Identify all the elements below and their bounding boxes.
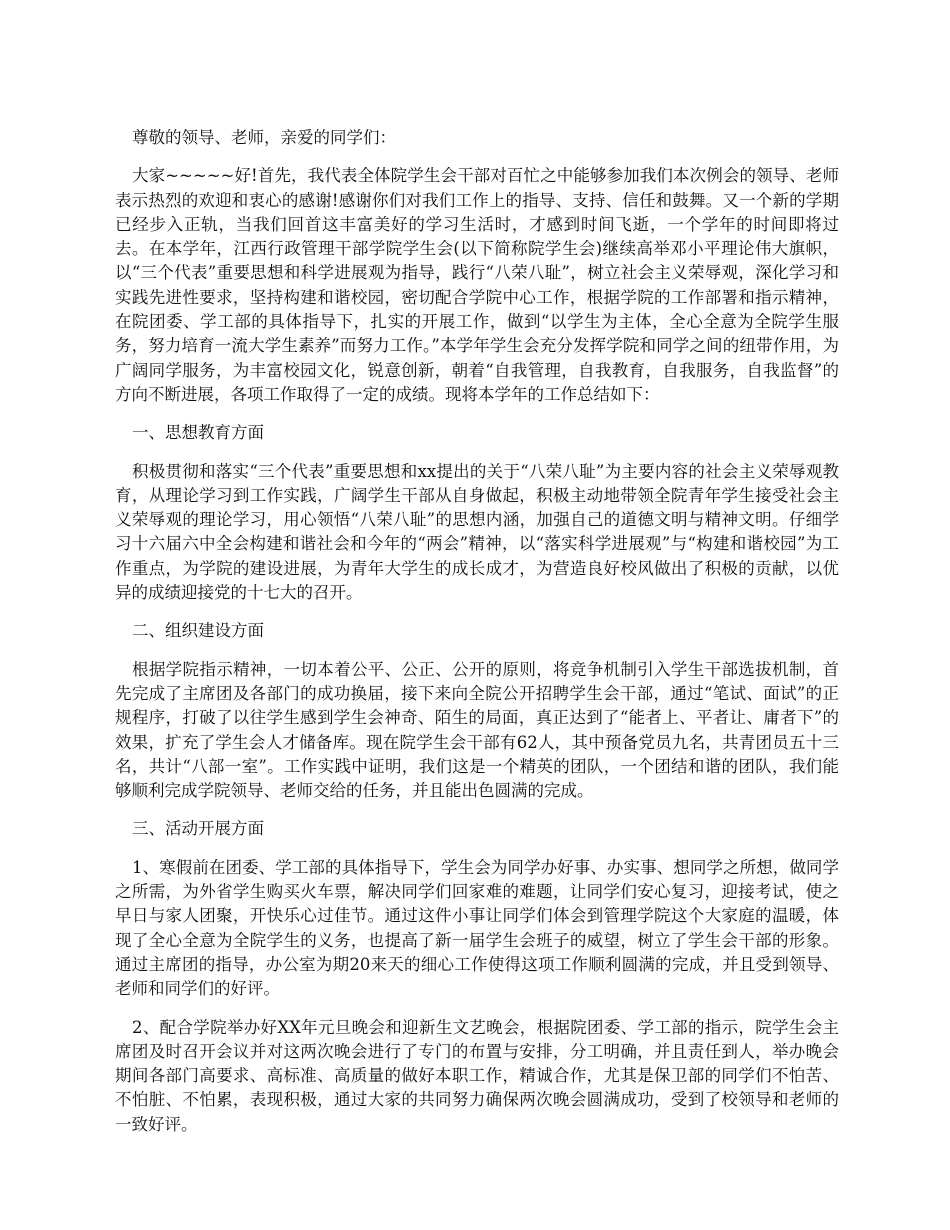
section-paragraph-organization: 根据学院指示精神，一切本着公平、公正、公开的原则，将竞争机制引入学生干部选拔机制，首先完成了主席团及各部门的成功换届，接下来向全院公开招聘学生会干部，通过“笔试、面试”的正规程序，打破了以往学生感到学生会神奇、陌生的局面，真正达到了“能者上、平者让、庸者下”的效果，扩充了学生会人才储备库。现在院学生会干部有62人，其中预备党员九名，共青团员五十三名，共计“八部一室”。工作实践中证明，我们这是一个精英的团队，一个团结和谐的团队，我们能够顺利完成学院领导、老师交给的任务，并且能出色圆满的完成。 xyxy=(115,659,839,801)
section-heading-ideology: 一、思想教育方面 xyxy=(132,423,264,443)
intro-paragraph: 大家~~~~~好!首先，我代表全体院学生会干部对百忙之中能够参加我们本次例会的领导、老师表示热烈的欢迎和衷心的感谢!感谢你们对我们工作上的指导、支持、信任和鼓舞。又一个新的学期已经步入正轨，当我们回首这丰富美好的学习生活时，才感到时间飞逝，一个学年的时间即将过去。在本学年，江西行政管理干部学院学生会(以下简称院学生会)继续高举邓小平理论伟大旗帜，以“三个代表”重要思想和科学进展观为指导，践行“八荣八耻”，树立社会主义荣辱观，深化学习和实践先进性要求，坚持构建和谐校园，密切配合学院中心工作，根据学院的工作部署和指示精神，在院团委、学工部的具体指导下，扎实的开展工作，做到“以学生为主体，全心全意为全院学生服务，努力培育一流大学生素养”而努力工作。”本学年学生会充分发挥学院和同学之间的纽带作用，为广阔同学服务，为丰富校园文化，锐意创新，朝着“自我管理，自我教育，自我服务，自我监督”的方向不断进展，各项工作取得了一定的成绩。现将本学年的工作总结如下： xyxy=(115,166,839,404)
section-heading-organization: 二、组织建设方面 xyxy=(132,621,264,641)
document-page xyxy=(115,126,839,1151)
activity-item-2: 2、配合学院举办好XX年元旦晚会和迎新生文艺晚会，根据院团委、学工部的指示，院学生会主席团及时召开会议并对这两次晚会进行了专门的布置与安排，分工明确，并且责任到人，举办晚会期间各部门高要求、高标准、高质量的做好本职工作，精诚合作，尤其是保卫部的同学们不怕苦、不怕脏、不怕累，表现积极，通过大家的共同努力确保两次晚会圆满成功，受到了校领导和老师的一致好评。 xyxy=(115,1017,839,1134)
activity-item-1: 1、寒假前在团委、学工部的具体指导下，学生会为同学办好事、办实事、想同学之所想，做同学之所需，为外省学生购买火车票，解决同学们回家难的难题，让同学们安心复习，迎接考试，使之早日与家人团聚，开快乐心过佳节。通过这件小事让同学们体会到管理学院这个大家庭的温暖，体现了全心全意为全院学生的义务，也提高了新一届学生会班子的威望，树立了学生会干部的形象。通过主席团的指导，办公室为期20来天的细心工作使得这项工作顺利圆满的完成，并且受到领导、老师和同学们的好评。 xyxy=(115,857,839,999)
greeting-line: 尊敬的领导、老师，亲爱的同学们： xyxy=(132,128,396,147)
section-heading-activities: 三、活动开展方面 xyxy=(132,819,264,839)
section-paragraph-ideology: 积极贯彻和落实“三个代表”重要思想和xx提出的关于“八荣八耻”为主要内容的社会主义荣辱观教育，从理论学习到工作实践，广阔学生干部从自身做起，积极主动地带领全院青年学生接受社会主义荣辱观的理论学习，用心领悟“八荣八耻”的思想内涵，加强自己的道德文明与精神文明。仔细学习十六届六中全会构建和谐社会和今年的“两会”精神，以“落实科学进展观”与“构建和谐校园”为工作重点，为学院的建设进展，为青年大学生的成长成才，为营造良好校风做出了积极的贡献，以优异的成绩迎接党的十七大的召开。 xyxy=(115,461,839,603)
